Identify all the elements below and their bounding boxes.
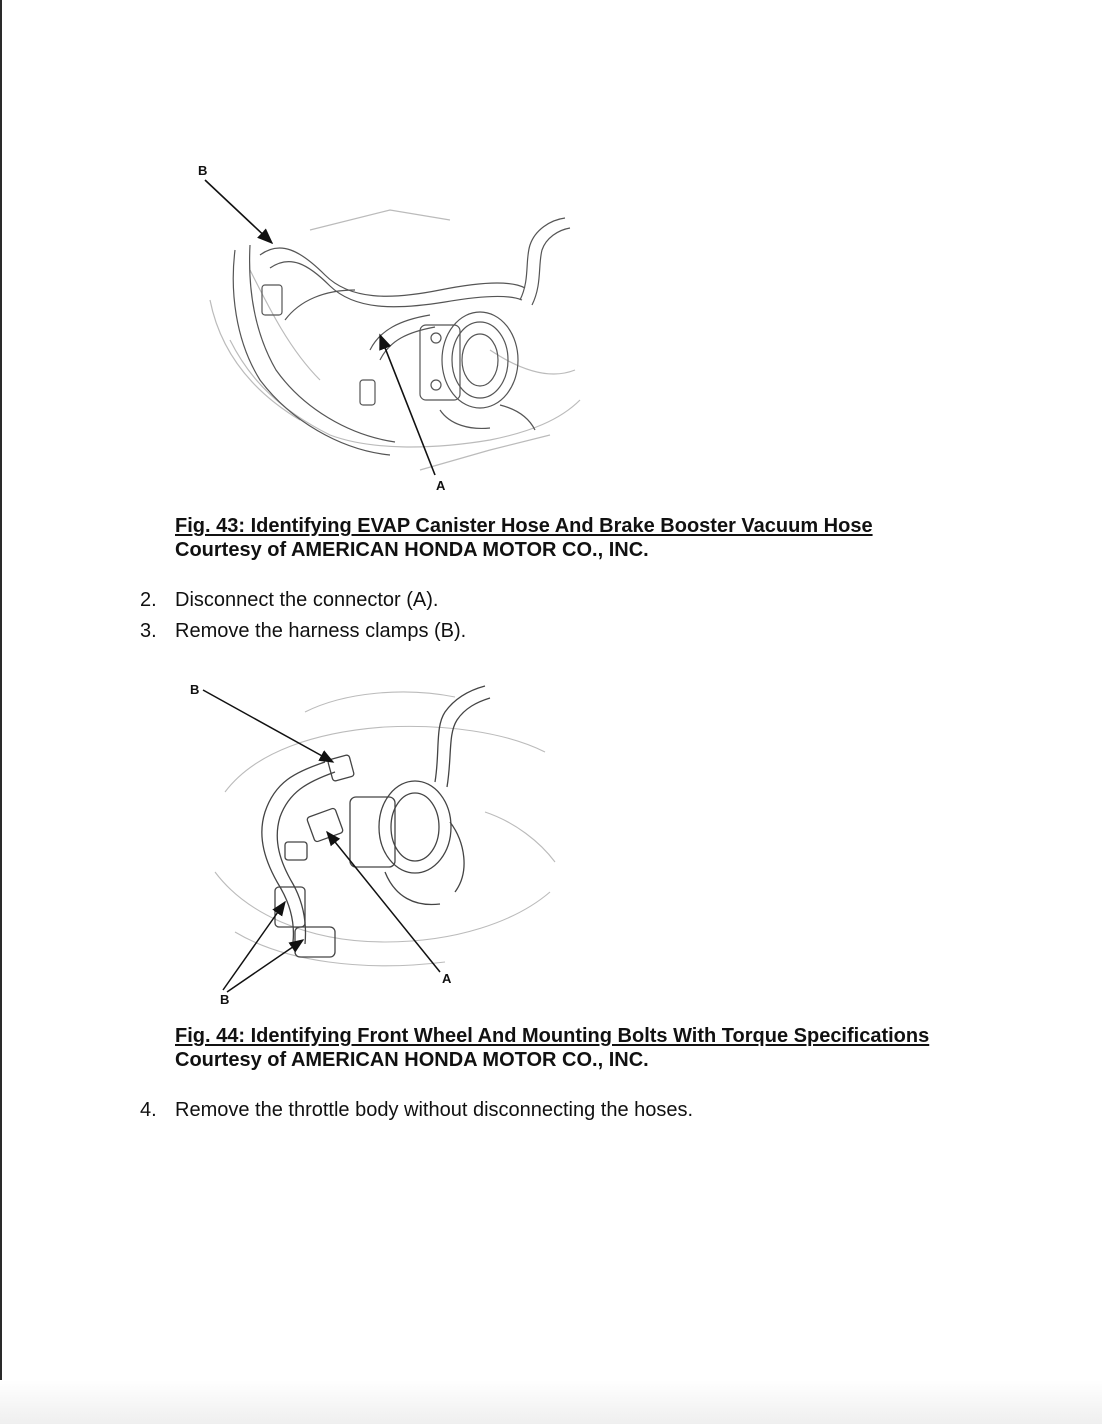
step-3 xyxy=(140,619,466,643)
figure-43-caption: Fig. 43: Identifying EVAP Canister Hose And Brake Booster Vacuum Hose xyxy=(175,515,873,537)
figure-44-caption-block xyxy=(175,1024,1055,1072)
figure-44-credit: Courtesy of AMERICAN HONDA MOTOR CO., INC. xyxy=(175,1049,649,1071)
step-2-number: 2. xyxy=(140,589,157,611)
figure-44-callout-b-top: B xyxy=(190,682,200,697)
step-3-number: 3. xyxy=(140,620,157,642)
figure-44-caption: Fig. 44: Identifying Front Wheel And Mounting Bolts With Torque Specifications xyxy=(175,1025,930,1047)
figure-44-callout-a: A xyxy=(442,971,452,986)
page-bottom-shade xyxy=(0,1380,1102,1424)
step-2 xyxy=(140,588,438,612)
figure-44-illustration xyxy=(185,672,575,1002)
figure-44-callout-b-bottom: B xyxy=(220,992,230,1007)
step-4 xyxy=(140,1098,693,1122)
page-left-edge xyxy=(0,0,2,1424)
step-2-text: Disconnect the connector (A). xyxy=(175,589,439,611)
step-4-number: 4. xyxy=(140,1099,157,1121)
step-3-text: Remove the harness clamps (B). xyxy=(175,620,467,642)
step-4-text: Remove the throttle body without disconnecting the hoses. xyxy=(175,1099,694,1121)
figure-43-callout-b: B xyxy=(198,163,208,178)
figure-43-callout-a: A xyxy=(436,478,446,493)
figure-43-caption-block xyxy=(175,514,1055,562)
figure-43-illustration xyxy=(190,150,610,500)
figure-43-credit: Courtesy of AMERICAN HONDA MOTOR CO., INC. xyxy=(175,539,649,561)
